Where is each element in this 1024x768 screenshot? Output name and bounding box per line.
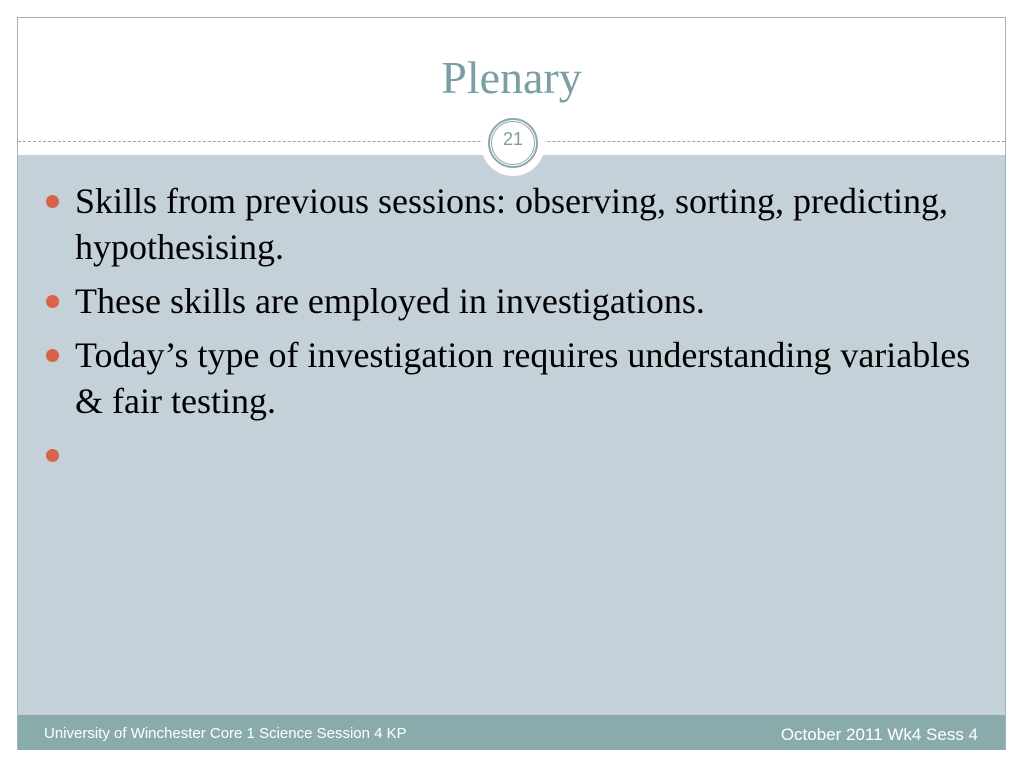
bullet-list <box>40 178 990 486</box>
bullet-item <box>40 178 990 270</box>
bullet-text: These skills are employed in investigations. <box>75 281 705 321</box>
footer-right-text: October 2011 Wk4 Sess 4 <box>780 725 978 744</box>
slide-title: Plenary <box>441 52 582 103</box>
page-number: 21 <box>502 129 524 149</box>
bullet-item-empty <box>40 432 990 478</box>
bullet-item <box>40 278 990 324</box>
bullet-dot-icon <box>46 295 59 308</box>
bullet-dot-icon <box>46 449 59 462</box>
bullet-text: Skills from previous sessions: observing, sorting, predicting, hypothesising. <box>75 181 948 267</box>
bullet-dot-icon <box>46 195 59 208</box>
bullet-dot-icon <box>46 349 59 362</box>
bullet-item <box>40 332 990 424</box>
footer-left-text: University of Winchester Core 1 Science Session 4 KP <box>44 725 407 742</box>
bullet-text: Today’s type of investigation requires understanding variables & fair testing. <box>75 335 971 421</box>
